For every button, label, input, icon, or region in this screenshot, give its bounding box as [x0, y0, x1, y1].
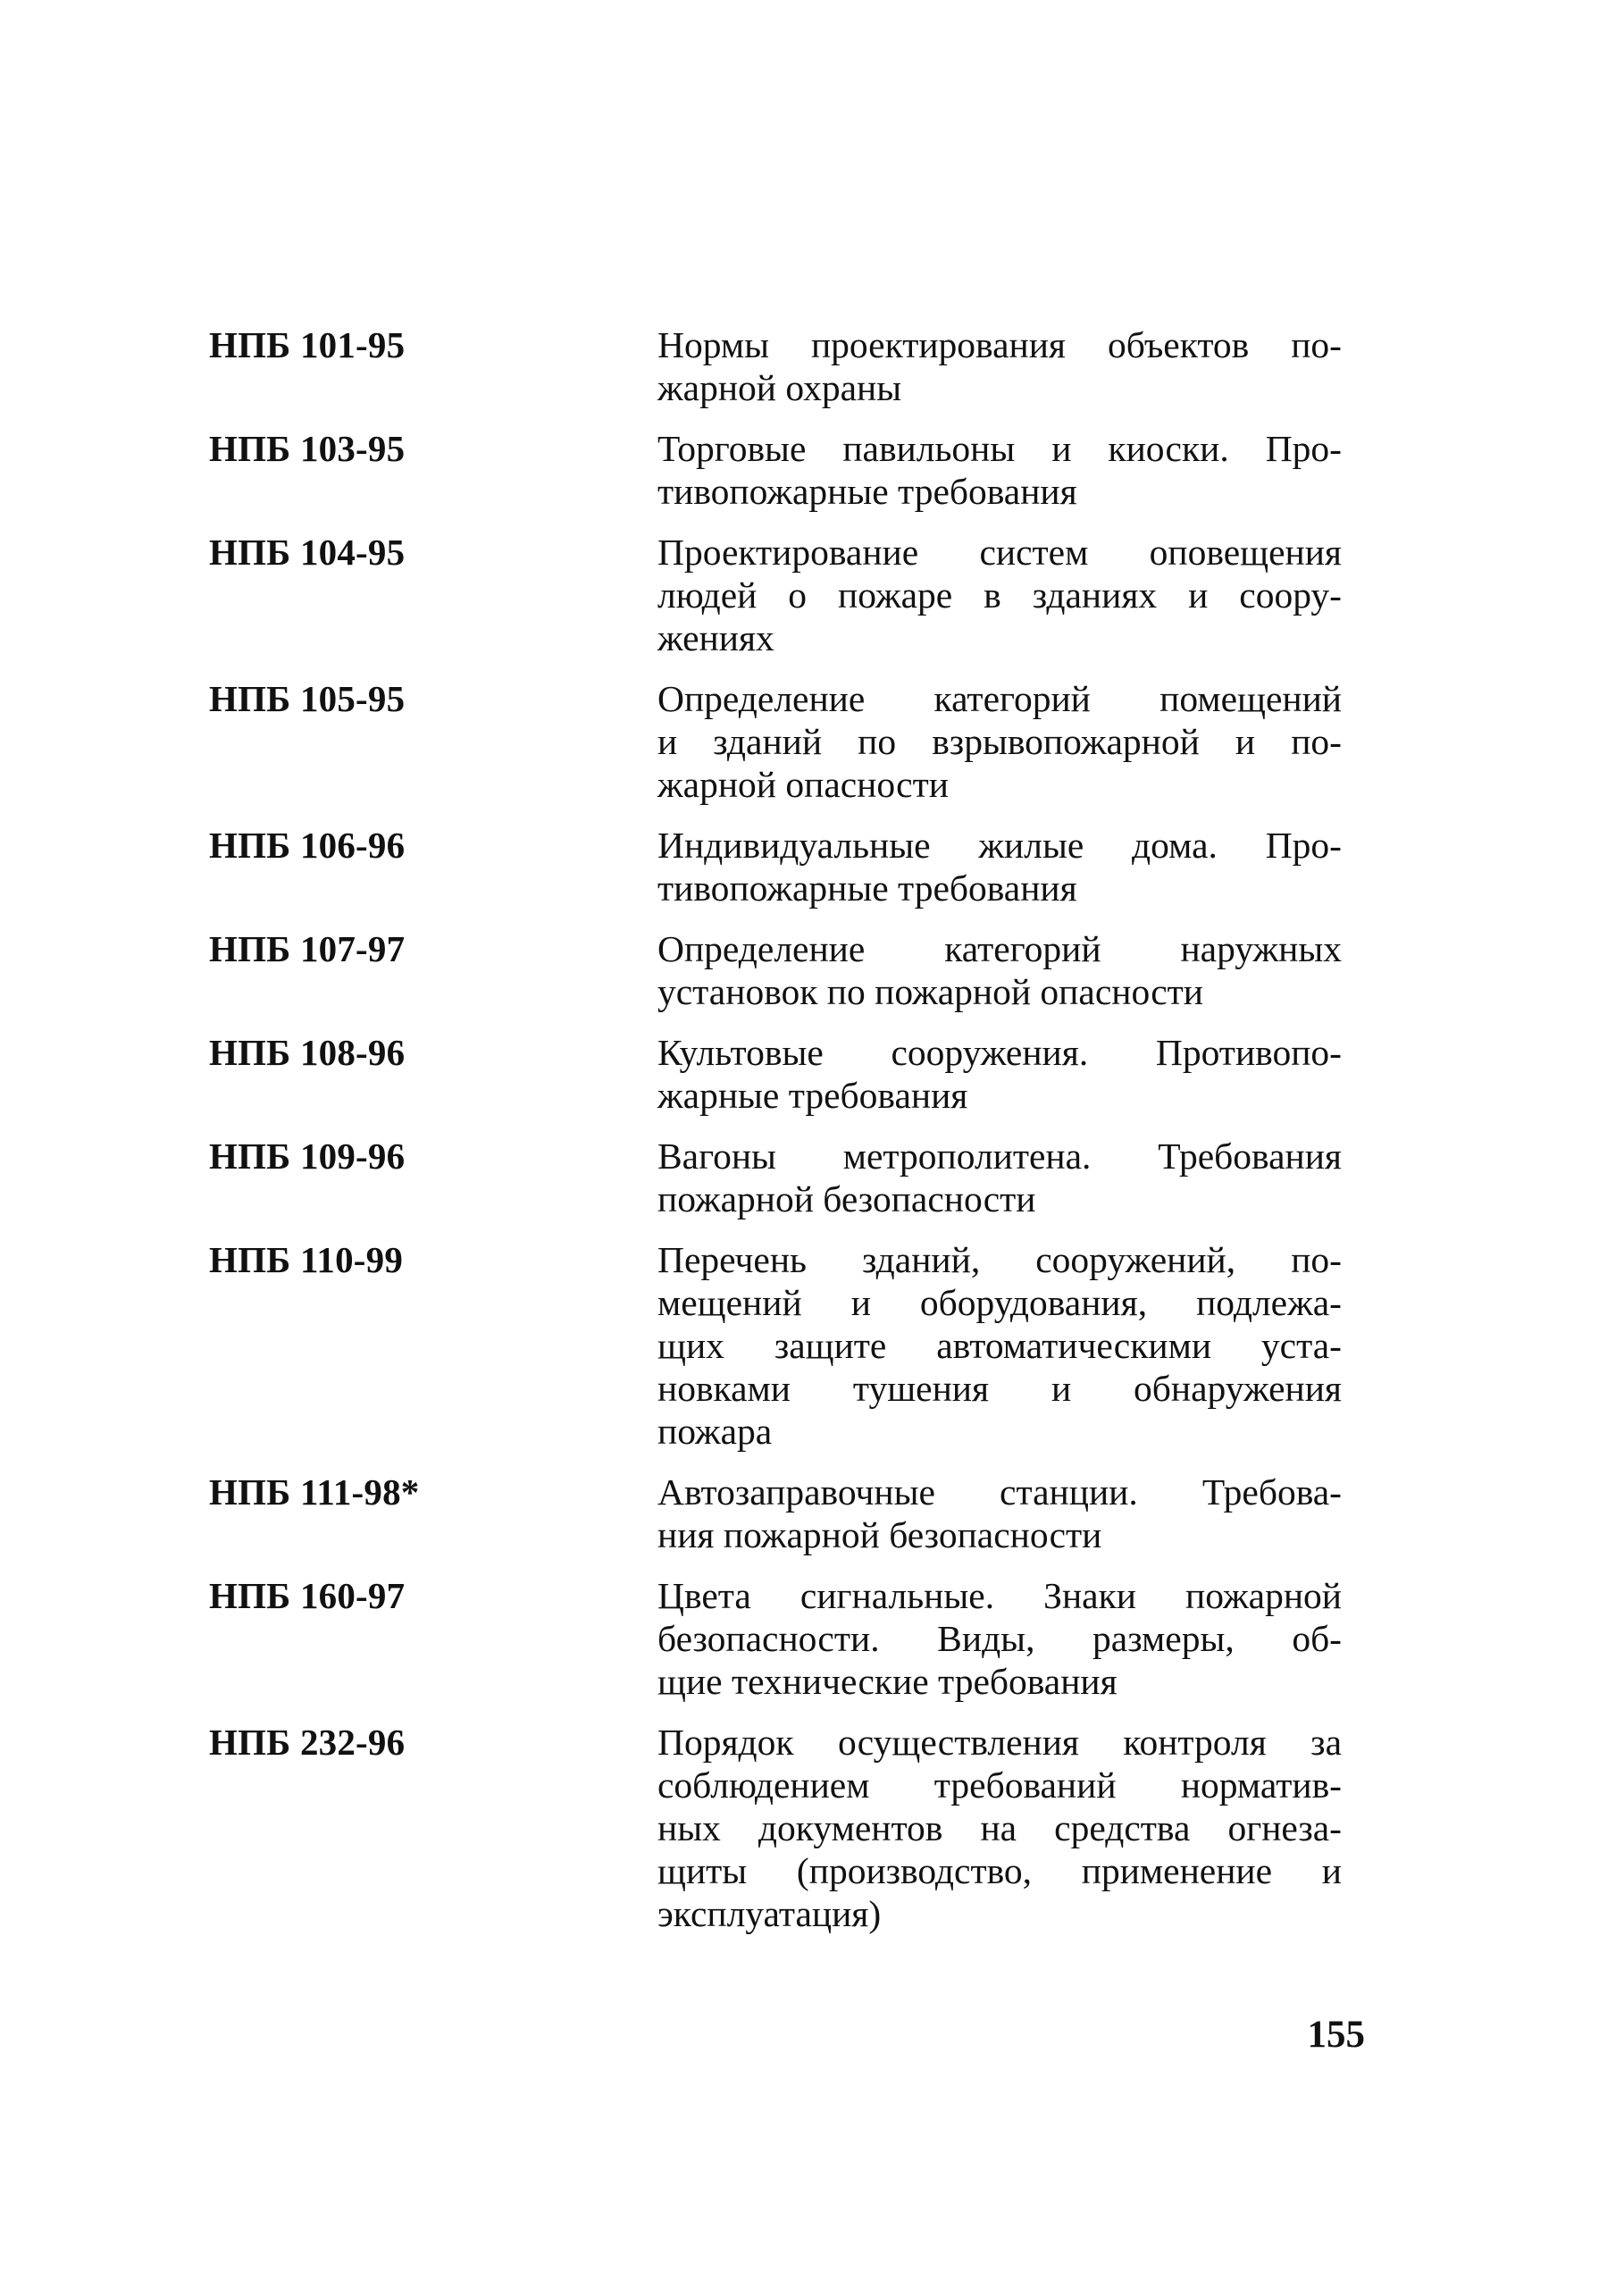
standard-title-line: мещений и оборудования, подлежа-: [657, 1282, 1342, 1323]
standard-title: [657, 927, 1342, 1013]
standard-title-line: Определение категорий наружных: [657, 928, 1342, 969]
standard-title-line: соблюдением требований норматив-: [657, 1764, 1342, 1806]
standard-title: [657, 1135, 1342, 1220]
standard-code: НПБ 105-95: [209, 678, 406, 719]
standard-title: [657, 677, 1342, 806]
standard-entry: [209, 927, 1342, 1013]
standard-title-line: ных документов на средства огнеза-: [657, 1807, 1342, 1848]
standard-title: [657, 1574, 1342, 1703]
standard-title-line: и зданий по взрывопожарной и по-: [657, 721, 1342, 762]
standard-code: НПБ 106-96: [209, 825, 406, 866]
standard-code: НПБ 107-97: [209, 928, 406, 969]
standard-title-line: щих защите автоматическими уста-: [657, 1325, 1342, 1366]
standard-entry: [209, 1031, 1342, 1117]
standard-title-line: эксплуатация): [657, 1893, 882, 1934]
standard-code: НПБ 160-97: [209, 1575, 406, 1616]
standard-title-line: Определение категорий помещений: [657, 678, 1342, 719]
standard-title-line: жарной опасности: [657, 764, 949, 805]
standard-title-line: Индивидуальные жилые дома. Про-: [657, 825, 1342, 866]
standard-title: [657, 531, 1342, 659]
standard-code: НПБ 101-95: [209, 324, 406, 365]
standard-title: [657, 1238, 1342, 1453]
standard-title: [657, 1031, 1342, 1117]
standard-code: НПБ 110-99: [209, 1239, 404, 1280]
standard-entry: [209, 323, 1342, 409]
standard-title-line: щиты (производство, применение и: [657, 1850, 1342, 1891]
standard-entry: [209, 1135, 1342, 1220]
standard-title: [657, 1721, 1342, 1935]
standard-title: [657, 323, 1342, 409]
standard-title-line: Вагоны метрополитена. Требования: [657, 1136, 1342, 1177]
standard-title-line: новками тушения и обнаружения: [657, 1368, 1342, 1409]
standard-code: НПБ 103-95: [209, 428, 406, 469]
standard-entry: [209, 1238, 1342, 1453]
standard-code: НПБ 111-98*: [209, 1471, 420, 1513]
standard-title-line: Порядок осуществления контроля за: [657, 1722, 1342, 1763]
page-number: 155: [1307, 2014, 1365, 2056]
standard-code: НПБ 232-96: [209, 1722, 406, 1763]
standard-title-line: установок по пожарной опасности: [657, 971, 1203, 1012]
standard-title-line: тивопожарные требования: [657, 471, 1077, 512]
standard-title: [657, 824, 1342, 909]
standard-title-line: Проектирование систем оповещения: [657, 532, 1342, 573]
standard-title-line: людей о пожаре в зданиях и соору-: [657, 574, 1342, 616]
standard-entry: [209, 824, 1342, 909]
standard-title-line: пожара: [657, 1411, 773, 1452]
standard-title: [657, 427, 1342, 513]
standard-title-line: Нормы проектирования объектов по-: [657, 324, 1342, 365]
standard-code: НПБ 109-96: [209, 1136, 406, 1177]
standard-title-line: Торговые павильоны и киоски. Про-: [657, 428, 1342, 469]
standard-entry: [209, 1471, 1342, 1556]
standards-list: [209, 323, 1342, 1935]
standard-entry: [209, 427, 1342, 513]
standard-title-line: Автозаправочные станции. Требова-: [657, 1471, 1342, 1513]
standard-title-line: пожарной безопасности: [657, 1178, 1036, 1219]
standard-entry: [209, 677, 1342, 806]
standard-title-line: жарные требования: [657, 1075, 968, 1116]
standard-title-line: Перечень зданий, сооружений, по-: [657, 1239, 1342, 1280]
standard-entry: [209, 1721, 1342, 1935]
standard-title-line: ния пожарной безопасности: [657, 1514, 1102, 1555]
standard-title-line: Культовые сооружения. Противопо-: [657, 1032, 1342, 1073]
standard-entry: [209, 531, 1342, 659]
standard-title-line: безопасности. Виды, размеры, об-: [657, 1618, 1342, 1659]
standard-title: [657, 1471, 1342, 1556]
standard-entry: [209, 1574, 1342, 1703]
standard-title-line: Цвета сигнальные. Знаки пожарной: [657, 1575, 1342, 1616]
standard-title-line: жарной охраны: [657, 367, 902, 408]
standard-code: НПБ 108-96: [209, 1032, 406, 1073]
standard-title-line: тивопожарные требования: [657, 867, 1077, 909]
standard-title-line: жениях: [657, 617, 774, 658]
standard-title-line: щие технические требования: [657, 1661, 1118, 1702]
standard-code: НПБ 104-95: [209, 532, 406, 573]
